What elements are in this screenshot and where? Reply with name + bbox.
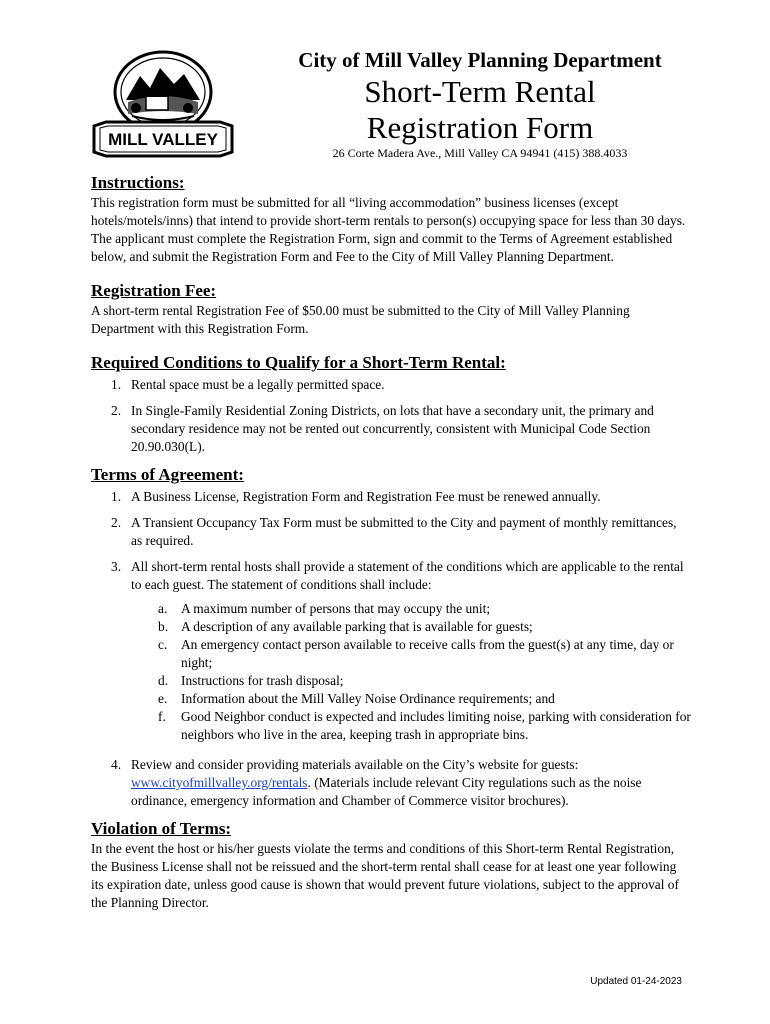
terms-section — [91, 464, 691, 810]
sub-list-item: c. An emergency contact person available to receive calls from the guest(s) at any time, day or night; — [158, 637, 674, 670]
fee-heading: Registration Fee: — [91, 281, 217, 300]
rentals-website-link[interactable]: www.cityofmillvalley.org/rentals — [131, 775, 308, 790]
sub-list-item: b. A description of any available parking that is available for guests; — [158, 619, 533, 634]
list-item: 1. A Business License, Registration Form and Registration Fee must be renewed annually. — [111, 489, 601, 504]
fee-text: A short-term rental Registration Fee of $50.00 must be submitted to the City of Mill Valley Planning Department with this Registration Form. — [91, 303, 630, 336]
sub-list-item: e. Information about the Mill Valley Noise Ordinance requirements; and — [158, 691, 555, 706]
list-item: 4. Review and consider providing materials available on the City’s website for guests: www.cityofmillvalley.org/rentals. (Materials include relevant City regulations such as the noise ordinance, emergency information and Chamber of Commerce visitor brochures). — [111, 757, 642, 808]
violation-heading: Violation of Terms: — [91, 819, 232, 838]
form-title-line2: Registration Form — [366, 110, 594, 145]
sub-list-item: d. Instructions for trash disposal; — [158, 673, 344, 688]
terms-heading: Terms of Agreement: — [91, 465, 244, 484]
updated-date: Updated 01-24-2023 — [590, 976, 682, 987]
city-seal-logo — [88, 50, 238, 160]
list-item: 3. All short-term rental hosts shall provide a statement of the conditions which are applicable to the rental to each guest. The statement of conditions shall include: a. A maximum number of persons that may occupy the unit; b. A description of any available parking that is available for guests; c. An emergency contact person available to receive calls from the guest(s) at any time, day or night; d. Instructions for trash disposal; e. Information about the Mill Valley Noise Ordinance requirements; and f. Good Neighbor conduct is expected and includes limiting noise, parking with consideration for neighbors who live in the area, keeping trash in appropriate bins. — [91, 558, 691, 744]
list-item: 2. In Single-Family Residential Zoning Districts, on lots that have a secondary unit, the primary and secondary residence may not be rented out concurrently, consistent with Municipal Code Section 20.90.030(L). — [111, 403, 654, 454]
fee-section — [91, 280, 691, 338]
violation-section — [91, 818, 691, 912]
document-body — [91, 172, 691, 912]
form-title — [255, 74, 705, 146]
sub-list-item: a. A maximum number of persons that may occupy the unit; — [158, 601, 491, 616]
conditions-section — [91, 352, 691, 456]
form-title-line1: Short-Term Rental — [364, 74, 596, 109]
instructions-section — [91, 172, 691, 266]
conditions-statement-sublist — [91, 600, 691, 744]
conditions-list — [91, 376, 691, 456]
list-item: 2. A Transient Occupancy Tax Form must be submitted to the City and payment of monthly remittances, as required. — [111, 515, 677, 548]
list-item: 1. Rental space must be a legally permitted space. — [111, 377, 385, 392]
instructions-heading: Instructions: — [91, 173, 185, 192]
conditions-heading: Required Conditions to Qualify for a Short-Term Rental: — [91, 353, 506, 372]
instructions-text: This registration form must be submitted for all “living accommodation” business licenses (except hotels/motels/inns) that intend to provide short-term rentals to person(s) occupying space for less than 30 days. The applicant must complete the Registration Form, sign and commit to the Terms of Agreement established below, and submit the Registration Form and Fee to the City of Mill Valley Planning Department. — [91, 195, 686, 264]
terms-list — [91, 488, 691, 810]
logo-text: MILL VALLEY — [108, 130, 218, 149]
department-title: City of Mill Valley Planning Department — [298, 48, 662, 72]
address-line: 26 Corte Madera Ave., Mill Valley CA 94941 (415) 388.4033 — [332, 146, 628, 160]
sub-list-item: f. Good Neighbor conduct is expected and includes limiting noise, parking with consideration for neighbors who live in the area, keeping trash in appropriate bins. — [158, 709, 691, 742]
violation-text: In the event the host or his/her guests violate the terms and conditions of this Short-term Rental Registration, the Business License shall not be reissued and the short-term rental shall cease for at least one year following its expiration date, unless good cause is shown that would prevent future violations, subject to the approval of the Planning Director. — [91, 841, 679, 910]
